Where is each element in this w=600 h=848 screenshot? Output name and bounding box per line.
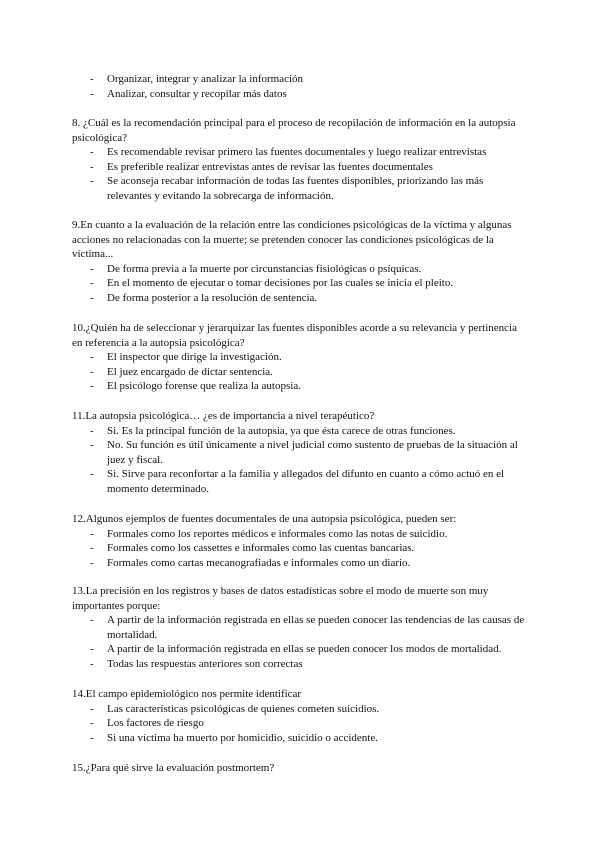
- option-text: El juez encargado de dictar sentencia.: [107, 365, 273, 378]
- dash-bullet: -: [90, 702, 94, 715]
- option-item: [72, 262, 528, 277]
- option-item: [72, 160, 528, 175]
- question-text: 13.La precisión en los registros y bases de datos estadísticas sobre el modo de muerte son muy importantes porque:: [72, 585, 489, 612]
- dash-bullet: -: [90, 277, 94, 289]
- option-item: [72, 350, 528, 365]
- question-block-9: [72, 218, 528, 305]
- option-list: [72, 702, 528, 746]
- option-list: [72, 527, 528, 571]
- dash-bullet: -: [90, 160, 94, 173]
- option-text: A partir de la información registrada en ellas se pueden conocer las tendencias de las causas de mortalidad.: [107, 614, 525, 641]
- dash-bullet: -: [90, 468, 94, 480]
- option-text: En el momento de ejecutar o tomar decisiones por las cuales se inicia el pleito.: [107, 277, 454, 289]
- option-list: [72, 72, 528, 101]
- option-text: Las características psicológicas de quienes cometen suicidios.: [107, 702, 380, 715]
- option-text: Es recomendable revisar primero las fuentes documentales y luego realizar entrevistas: [107, 146, 487, 158]
- option-text: El inspector que dirige la investigación.: [107, 351, 282, 363]
- option-item: [72, 276, 528, 291]
- question-text: 11.La autopsia psicológica… ¿es de importancia a nivel terapéutico?: [72, 410, 375, 422]
- option-text: Organizar, integrar y analizar la información: [107, 73, 304, 85]
- question-block-15: [72, 761, 528, 776]
- dash-bullet: -: [90, 380, 94, 392]
- option-item: [72, 731, 528, 746]
- option-item: [72, 467, 528, 496]
- option-item: [72, 657, 528, 672]
- dash-bullet: -: [90, 542, 94, 554]
- dash-bullet: -: [90, 643, 94, 655]
- dash-bullet: -: [90, 365, 94, 378]
- option-item: [72, 716, 528, 731]
- option-item: [72, 87, 528, 102]
- dash-bullet: -: [90, 291, 94, 304]
- question-text: 8. ¿Cuál es la recomendación principal para el proceso de recopilación de información en la autopsia psicológica?: [72, 117, 516, 144]
- dash-bullet: -: [90, 439, 94, 451]
- option-text: Los factores de riesgo: [107, 717, 204, 729]
- option-text: Es preferible realizar entrevistas antes de revisar las fuentes documentales: [107, 160, 433, 173]
- dash-bullet: -: [90, 262, 94, 275]
- option-text: A partir de la información registrada en ellas se pueden conocer los modos de mortalidad.: [107, 643, 502, 655]
- option-item: [72, 379, 528, 394]
- option-list: [72, 424, 528, 497]
- option-item: [72, 613, 528, 642]
- question-block-7: [72, 72, 528, 101]
- option-item: [72, 424, 528, 439]
- option-item: [72, 438, 528, 467]
- option-text: Formales como cartas mecanografiadas e informales como un diario.: [107, 556, 411, 569]
- dash-bullet: -: [90, 424, 94, 437]
- option-item: [72, 174, 528, 203]
- dash-bullet: -: [90, 717, 94, 729]
- dash-bullet: -: [90, 614, 94, 626]
- question-block-10: [72, 321, 528, 394]
- option-list: [72, 613, 528, 671]
- option-text: De forma posterior a la resolución de sentencia.: [107, 291, 318, 304]
- question-block-8: [72, 116, 528, 203]
- question-text: 9.En cuanto a la evaluación de la relación entre las condiciones psicológicas de la víctima y algunas acciones no relacionadas con la muerte; se pretenden conocer las condiciones psicológicas de la víctima...: [72, 219, 512, 260]
- option-list: [72, 262, 528, 306]
- dash-bullet: -: [90, 731, 94, 744]
- question-block-13: [72, 584, 528, 671]
- option-text: El psicólogo forense que realiza la autopsia.: [107, 380, 301, 392]
- dash-bullet: -: [90, 87, 94, 100]
- question-text: 14.El campo epidemiológico nos permite identificar: [72, 688, 302, 700]
- option-text: De forma previa a la muerte por circunstancias fisiológicas o psíquicas.: [107, 262, 422, 275]
- dash-bullet: -: [90, 556, 94, 569]
- question-block-11: [72, 409, 528, 496]
- question-text: 10.¿Quién ha de seleccionar y jerarquizar las fuentes disponibles acorde a su relevancia y pertinencia en referencia a la autopsia psicológica?: [72, 322, 517, 349]
- option-item: [72, 527, 528, 542]
- option-item: [72, 541, 528, 556]
- option-text: Todas las respuestas anteriores son correctas: [107, 657, 303, 670]
- option-text: Si. Sirve para reconfortar a la familia y allegados del difunto en cuanto a cómo actuó en el momento determinado.: [107, 468, 505, 495]
- question-text: 12.Algunos ejemplos de fuentes documentales de una autopsia psicológica, pueden ser:: [72, 513, 457, 525]
- option-item: [72, 642, 528, 657]
- option-text: Formales como los cassettes e informales como las cuentas bancarias.: [107, 542, 415, 554]
- option-text: Si una víctima ha muerto por homicidio, suicidio o accidente.: [107, 731, 378, 744]
- option-text: Si. Es la principal función de la autopsia, ya que ésta carece de otras funciones.: [107, 424, 456, 437]
- question-block-12: [72, 512, 528, 570]
- question-text: 15.¿Para qué sirve la evaluación postmortem?: [72, 762, 275, 774]
- option-item: [72, 556, 528, 571]
- dash-bullet: -: [90, 657, 94, 670]
- option-text: Se aconseja recabar información de todas las fuentes disponibles, priorizando las más relevantes y evitando la sobrecarga de información.: [107, 175, 484, 202]
- option-item: [72, 72, 528, 87]
- option-text: Analizar, consultar y recopilar más datos: [107, 87, 287, 100]
- dash-bullet: -: [90, 527, 94, 540]
- option-text: No. Su función es útil únicamente a nivel judicial como sustento de pruebas de la situación al juez y fiscal.: [107, 439, 518, 466]
- option-text: Formales como los reportes médicos e informales como las notas de suicidio.: [107, 527, 448, 540]
- dash-bullet: -: [90, 351, 94, 363]
- option-item: [72, 702, 528, 717]
- dash-bullet: -: [90, 146, 94, 158]
- option-item: [72, 145, 528, 160]
- option-list: [72, 145, 528, 203]
- question-block-14: [72, 687, 528, 745]
- option-list: [72, 350, 528, 394]
- option-item: [72, 365, 528, 380]
- option-item: [72, 291, 528, 306]
- dash-bullet: -: [90, 175, 94, 187]
- dash-bullet: -: [90, 73, 94, 85]
